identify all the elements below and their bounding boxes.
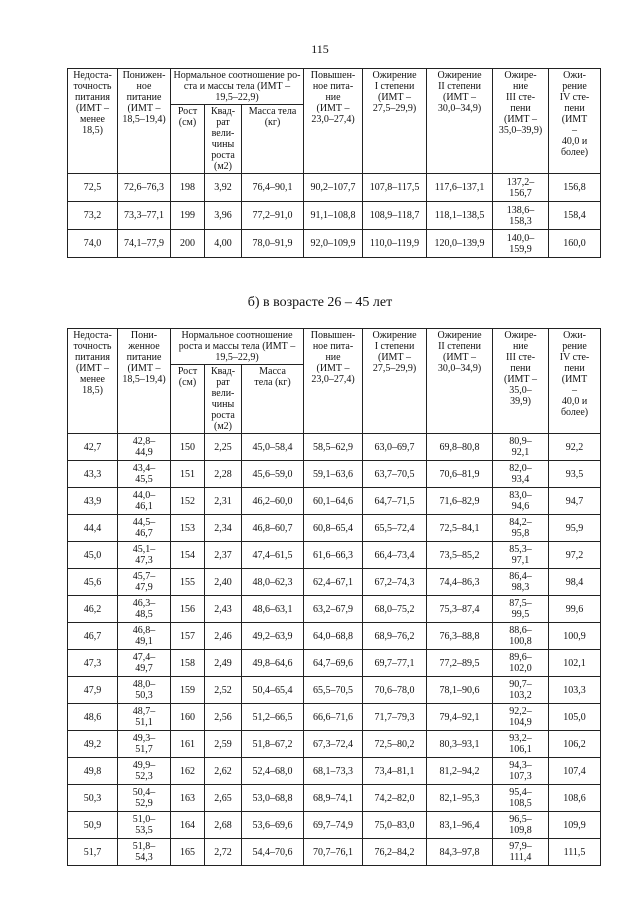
table-cell: 76,3–88,8: [427, 623, 493, 650]
table-cell: 43,9: [68, 488, 118, 515]
table-cell: 156: [171, 596, 205, 623]
table-cell: 69,7–74,9: [304, 812, 363, 839]
table-cell: 78,0–91,9: [242, 230, 304, 258]
table-cell: 75,0–83,0: [363, 812, 427, 839]
header-obesity-2: Ожирение II степени (ИМТ – 30,0–34,9): [427, 69, 493, 174]
table-cell: 83,0– 94,6: [493, 488, 549, 515]
table-cell: 140,0– 159,9: [493, 230, 549, 258]
table-cell: 87,5– 99,5: [493, 596, 549, 623]
header-height: Рост (см): [171, 105, 205, 174]
table-cell: 50,4–65,4: [242, 677, 304, 704]
table-cell: 45,7– 47,9: [118, 569, 171, 596]
table-cell: 102,1: [549, 650, 601, 677]
table-cell: 59,1–63,6: [304, 461, 363, 488]
table-cell: 46,2–60,0: [242, 488, 304, 515]
table-cell: 103,3: [549, 677, 601, 704]
table-a-body: [68, 174, 601, 258]
table-cell: 70,7–76,1: [304, 839, 363, 866]
table-cell: 64,7–71,5: [363, 488, 427, 515]
table-cell: 66,6–71,6: [304, 704, 363, 731]
table-cell: 2,25: [205, 434, 242, 461]
table-cell: 49,8–64,6: [242, 650, 304, 677]
table-cell: 2,28: [205, 461, 242, 488]
table-cell: 68,1–73,3: [304, 758, 363, 785]
table-cell: 83,1–96,4: [427, 812, 493, 839]
table-cell: 160,0: [549, 230, 601, 258]
table-cell: 84,2– 95,8: [493, 515, 549, 542]
table-cell: 111,5: [549, 839, 601, 866]
table-cell: 47,4– 49,7: [118, 650, 171, 677]
table-cell: 72,6–76,3: [118, 174, 171, 202]
table-cell: 2,68: [205, 812, 242, 839]
table-cell: 156,8: [549, 174, 601, 202]
table-cell: 85,3– 97,1: [493, 542, 549, 569]
table-cell: 49,8: [68, 758, 118, 785]
table-cell: 74,1–77,9: [118, 230, 171, 258]
table-cell: 48,6: [68, 704, 118, 731]
table-cell: 79,4–92,1: [427, 704, 493, 731]
table-cell: 158,4: [549, 202, 601, 230]
table-cell: 51,7: [68, 839, 118, 866]
table-cell: 198: [171, 174, 205, 202]
table-cell: 49,9– 52,3: [118, 758, 171, 785]
table-cell: 45,0–58,4: [242, 434, 304, 461]
table-cell: 70,6–81,9: [427, 461, 493, 488]
table-cell: 62,4–67,1: [304, 569, 363, 596]
table-cell: 97,9– 111,4: [493, 839, 549, 866]
table-cell: 99,6: [549, 596, 601, 623]
table-cell: 53,6–69,6: [242, 812, 304, 839]
table-cell: 3,92: [205, 174, 242, 202]
table-cell: 52,4–68,0: [242, 758, 304, 785]
table-cell: 54,4–70,6: [242, 839, 304, 866]
table-cell: 68,9–76,2: [363, 623, 427, 650]
table-cell: 51,2–66,5: [242, 704, 304, 731]
table-cell: 138,6– 158,3: [493, 202, 549, 230]
table-cell: 70,6–78,0: [363, 677, 427, 704]
table-cell: 46,3– 48,5: [118, 596, 171, 623]
table-cell: 199: [171, 202, 205, 230]
header-reduced: Пони- женное питание (ИМТ – 18,5–19,4): [118, 329, 171, 434]
table-cell: 44,4: [68, 515, 118, 542]
header-obesity-3: Ожире- ние III сте- пени (ИМТ – 35,0– 39,9): [493, 329, 549, 434]
table-cell: 117,6–137,1: [427, 174, 493, 202]
table-cell: 63,2–67,9: [304, 596, 363, 623]
table-cell: 51,8– 54,3: [118, 839, 171, 866]
table-cell: 73,5–85,2: [427, 542, 493, 569]
table-cell: 163: [171, 785, 205, 812]
table-cell: 45,6–59,0: [242, 461, 304, 488]
header-normal: Нормальное соотношение роста и массы тела (ИМТ – 19,5–22,9): [171, 329, 304, 365]
table-cell: 2,31: [205, 488, 242, 515]
table-cell: 63,0–69,7: [363, 434, 427, 461]
table-cell: 158: [171, 650, 205, 677]
table-cell: 153: [171, 515, 205, 542]
table-row: [68, 812, 601, 839]
table-cell: 47,3: [68, 650, 118, 677]
table-cell: 88,6– 100,8: [493, 623, 549, 650]
table-cell: 65,5–72,4: [363, 515, 427, 542]
header-height: Рост (см): [171, 365, 205, 434]
table-cell: 73,2: [68, 202, 118, 230]
table-cell: 49,3– 51,7: [118, 731, 171, 758]
table-cell: 2,59: [205, 731, 242, 758]
table-cell: 49,2–63,9: [242, 623, 304, 650]
table-cell: 2,62: [205, 758, 242, 785]
table-cell: 48,0– 50,3: [118, 677, 171, 704]
table-cell: 45,0: [68, 542, 118, 569]
table-cell: 44,5– 46,7: [118, 515, 171, 542]
table-row: [68, 230, 601, 258]
table-cell: 200: [171, 230, 205, 258]
table-cell: 66,4–73,4: [363, 542, 427, 569]
table-cell: 76,2–84,2: [363, 839, 427, 866]
table-cell: 90,7– 103,2: [493, 677, 549, 704]
table-cell: 84,3–97,8: [427, 839, 493, 866]
table-cell: 92,2: [549, 434, 601, 461]
table-cell: 76,4–90,1: [242, 174, 304, 202]
table-cell: 68,9–74,1: [304, 785, 363, 812]
table-cell: 46,8– 49,1: [118, 623, 171, 650]
table-cell: 74,2–82,0: [363, 785, 427, 812]
table-cell: 2,49: [205, 650, 242, 677]
table-cell: 42,8– 44,9: [118, 434, 171, 461]
table-cell: 72,5–84,1: [427, 515, 493, 542]
table-cell: 45,1– 47,3: [118, 542, 171, 569]
table-cell: 50,3: [68, 785, 118, 812]
table-cell: 92,0–109,9: [304, 230, 363, 258]
table-cell: 92,2– 104,9: [493, 704, 549, 731]
table-cell: 150: [171, 434, 205, 461]
table-cell: 48,6–63,1: [242, 596, 304, 623]
table-cell: 42,7: [68, 434, 118, 461]
table-cell: 86,4– 98,3: [493, 569, 549, 596]
table-row: [68, 569, 601, 596]
table-cell: 159: [171, 677, 205, 704]
table-cell: 65,5–70,5: [304, 677, 363, 704]
table-cell: 47,9: [68, 677, 118, 704]
table-cell: 82,0– 93,4: [493, 461, 549, 488]
table-cell: 155: [171, 569, 205, 596]
table-cell: 69,7–77,1: [363, 650, 427, 677]
table-cell: 107,8–117,5: [363, 174, 427, 202]
table-row: [68, 839, 601, 866]
table-cell: 44,0– 46,1: [118, 488, 171, 515]
page-number: 115: [311, 42, 329, 56]
table-cell: 2,65: [205, 785, 242, 812]
table-cell: 100,9: [549, 623, 601, 650]
table-cell: 74,0: [68, 230, 118, 258]
header-obesity-3: Ожире- ние III сте- пени (ИМТ – 35,0–39,9): [493, 69, 549, 174]
table-cell: 120,0–139,9: [427, 230, 493, 258]
table-row: [68, 434, 601, 461]
table-cell: 105,0: [549, 704, 601, 731]
table-cell: 2,46: [205, 623, 242, 650]
table-cell: 89,6– 102,0: [493, 650, 549, 677]
header-obesity-4: Ожи- рение IV сте- пени (ИМТ – 40,0 и более): [549, 69, 601, 174]
table-cell: 94,7: [549, 488, 601, 515]
table-cell: 98,4: [549, 569, 601, 596]
table-cell: 82,1–95,3: [427, 785, 493, 812]
table-cell: 152: [171, 488, 205, 515]
header-body-mass: Масса тела (кг): [242, 105, 304, 174]
table-cell: 160: [171, 704, 205, 731]
table-row: [68, 174, 601, 202]
table-row: [68, 650, 601, 677]
table-cell: 154: [171, 542, 205, 569]
table-cell: 81,2–94,2: [427, 758, 493, 785]
table-row: [68, 677, 601, 704]
bmi-table-b: [67, 328, 601, 866]
section-b-title: б) в возрасте 26 – 45 лет: [247, 295, 393, 310]
table-cell: 53,0–68,8: [242, 785, 304, 812]
table-cell: 46,2: [68, 596, 118, 623]
table-cell: 72,5–80,2: [363, 731, 427, 758]
table-cell: 72,5: [68, 174, 118, 202]
table-row: [68, 488, 601, 515]
table-cell: 49,2: [68, 731, 118, 758]
table-cell: 108,6: [549, 785, 601, 812]
header-obesity-1: Ожирение I степени (ИМТ – 27,5–29,9): [363, 329, 427, 434]
table-cell: 45,6: [68, 569, 118, 596]
table-cell: 50,4– 52,9: [118, 785, 171, 812]
table-a-header: [68, 69, 601, 174]
table-cell: 91,1–108,8: [304, 202, 363, 230]
table-cell: 73,3–77,1: [118, 202, 171, 230]
table-cell: 93,2– 106,1: [493, 731, 549, 758]
table-cell: 2,56: [205, 704, 242, 731]
table-cell: 61,6–66,3: [304, 542, 363, 569]
header-height-squared: Квад- рат вели- чины роста (м2): [205, 105, 242, 174]
table-cell: 157: [171, 623, 205, 650]
table-cell: 151: [171, 461, 205, 488]
table-cell: 47,4–61,5: [242, 542, 304, 569]
table-cell: 164: [171, 812, 205, 839]
bmi-table-a: [67, 68, 601, 258]
table-cell: 106,2: [549, 731, 601, 758]
table-cell: 137,2– 156,7: [493, 174, 549, 202]
table-row: [68, 515, 601, 542]
table-cell: 161: [171, 731, 205, 758]
table-cell: 110,0–119,9: [363, 230, 427, 258]
table-b-header: [68, 329, 601, 434]
table-cell: 2,52: [205, 677, 242, 704]
table-cell: 2,72: [205, 839, 242, 866]
table-row: [68, 623, 601, 650]
table-cell: 95,4– 108,5: [493, 785, 549, 812]
table-cell: 78,1–90,6: [427, 677, 493, 704]
header-over: Повышен- ное пита- ние (ИМТ – 23,0–27,4): [304, 69, 363, 174]
table-cell: 80,3–93,1: [427, 731, 493, 758]
header-normal: Нормальное соотношение ро- ста и массы тела (ИМТ – 19,5–22,9): [171, 69, 304, 105]
table-cell: 64,0–68,8: [304, 623, 363, 650]
header-height-squared: Квад- рат вели- чины роста (м2): [205, 365, 242, 434]
table-cell: 60,8–65,4: [304, 515, 363, 542]
table-cell: 48,7– 51,1: [118, 704, 171, 731]
table-cell: 51,8–67,2: [242, 731, 304, 758]
table-row: [68, 758, 601, 785]
table-cell: 93,5: [549, 461, 601, 488]
table-cell: 75,3–87,4: [427, 596, 493, 623]
header-body-mass: Масса тела (кг): [242, 365, 304, 434]
table-cell: 43,4– 45,5: [118, 461, 171, 488]
table-cell: 3,96: [205, 202, 242, 230]
table-cell: 64,7–69,6: [304, 650, 363, 677]
table-cell: 107,4: [549, 758, 601, 785]
table-cell: 69,8–80,8: [427, 434, 493, 461]
table-row: [68, 731, 601, 758]
table-cell: 63,7–70,5: [363, 461, 427, 488]
table-cell: 71,6–82,9: [427, 488, 493, 515]
table-cell: 165: [171, 839, 205, 866]
table-cell: 73,4–81,1: [363, 758, 427, 785]
table-cell: 96,5– 109,8: [493, 812, 549, 839]
table-cell: 60,1–64,6: [304, 488, 363, 515]
header-obesity-4: Ожи- рение IV сте- пени (ИМТ – 40,0 и более): [549, 329, 601, 434]
table-row: [68, 596, 601, 623]
table-cell: 2,37: [205, 542, 242, 569]
table-cell: 71,7–79,3: [363, 704, 427, 731]
table-cell: 77,2–89,5: [427, 650, 493, 677]
table-b-body: [68, 434, 601, 866]
table-cell: 51,0– 53,5: [118, 812, 171, 839]
table-row: [68, 785, 601, 812]
table-cell: 68,0–75,2: [363, 596, 427, 623]
header-reduced: Понижен- ное питание (ИМТ – 18,5–19,4): [118, 69, 171, 174]
table-cell: 48,0–62,3: [242, 569, 304, 596]
table-cell: 94,3– 107,3: [493, 758, 549, 785]
table-cell: 46,8–60,7: [242, 515, 304, 542]
table-cell: 77,2–91,0: [242, 202, 304, 230]
header-over: Повышен- ное пита- ние (ИМТ – 23,0–27,4): [304, 329, 363, 434]
table-cell: 50,9: [68, 812, 118, 839]
table-cell: 108,9–118,7: [363, 202, 427, 230]
table-cell: 2,34: [205, 515, 242, 542]
header-underweight: Недоста- точность питания (ИМТ – менее 18,5): [68, 329, 118, 434]
header-obesity-1: Ожирение I степени (ИМТ – 27,5–29,9): [363, 69, 427, 174]
table-cell: 43,3: [68, 461, 118, 488]
table-row: [68, 704, 601, 731]
table-row: [68, 202, 601, 230]
header-obesity-2: Ожирение II степени (ИМТ – 30,0–34,9): [427, 329, 493, 434]
table-cell: 162: [171, 758, 205, 785]
header-underweight: Недоста- точность питания (ИМТ – менее 18,5): [68, 69, 118, 174]
table-cell: 4,00: [205, 230, 242, 258]
table-cell: 67,2–74,3: [363, 569, 427, 596]
table-cell: 90,2–107,7: [304, 174, 363, 202]
table-cell: 2,43: [205, 596, 242, 623]
table-cell: 109,9: [549, 812, 601, 839]
table-cell: 67,3–72,4: [304, 731, 363, 758]
table-cell: 95,9: [549, 515, 601, 542]
table-row: [68, 461, 601, 488]
table-row: [68, 542, 601, 569]
table-cell: 74,4–86,3: [427, 569, 493, 596]
table-cell: 2,40: [205, 569, 242, 596]
table-cell: 118,1–138,5: [427, 202, 493, 230]
table-cell: 97,2: [549, 542, 601, 569]
table-cell: 46,7: [68, 623, 118, 650]
table-cell: 58,5–62,9: [304, 434, 363, 461]
table-cell: 80,9– 92,1: [493, 434, 549, 461]
